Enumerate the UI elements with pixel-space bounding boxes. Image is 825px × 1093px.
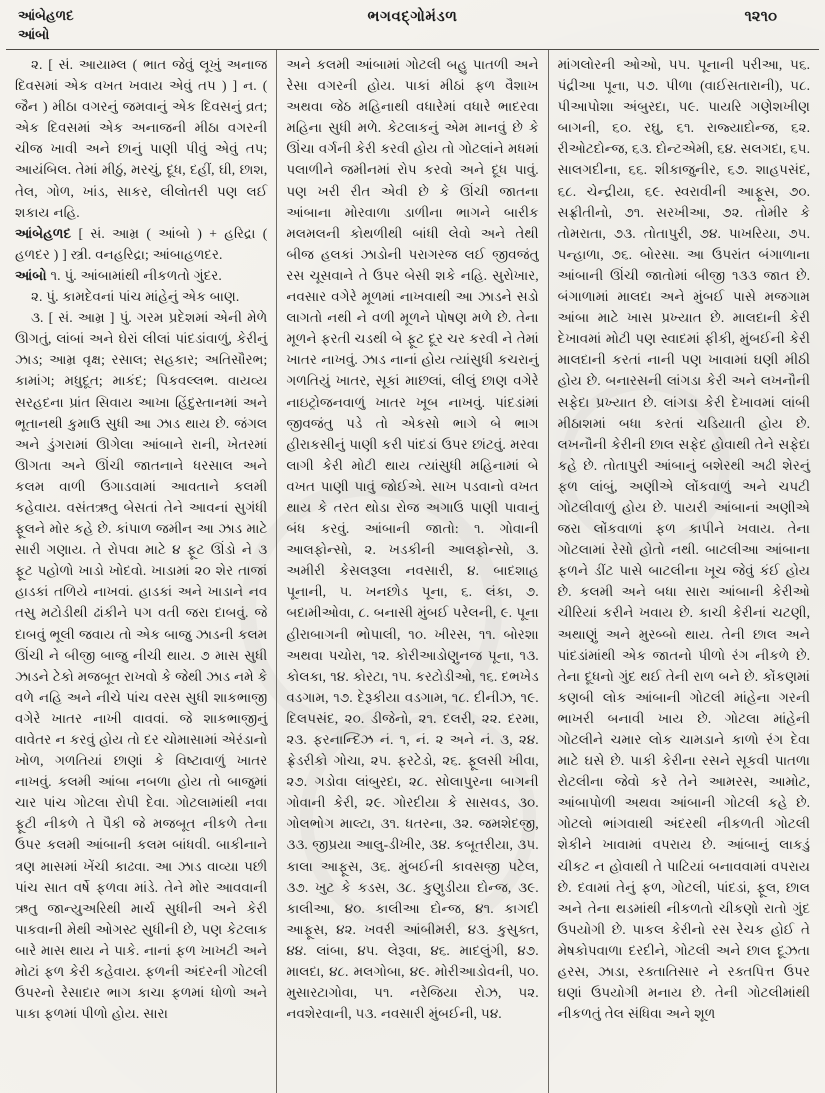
text-columns: [6, 50, 819, 1093]
entry-paragraph: ૨. [ સં. આયામ્લ ( ભાત જેવું લૂખું અનાજ દિવસમાં એક વખત ખવાય એવું તપ ) ] ન. ( જૈન ) મીઠા વગરનું જમવાનું એક દિવસનું વ્રત; એક દિવસમાં એક અનાજની મીઠા વગરની ચીજ ખાવી અને છાનું પાણી પીવું એવું તપ; આયંબિલ. તેમાં મીઠું, મરચું, દૂધ, દહીં, ઘી, છાશ, તેલ, ગોળ, ખાંડ, સાકર, લીલોતરી પણ લઈ શકાય નહિ.: [15, 57, 268, 220]
entry-headword: આંબેહળદ: [15, 225, 72, 241]
entry-paragraph: માંગલોરની ઓઓ, ૫૫. પૂનાની પરીઆ, ૫૬. પંદ્રીઆ પૂના, ૫૭. પીળા (વાઈસતારાની), ૫૮. પીઆપોશા અંબુરદા, ૫૯. પાયરિ ગણેશખીણ બાગની, ૬૦. રઘુ, ૬૧. રાજ્યાદોન્જ, ૬૨. રીઓટદોન્જ, ૬૩. દોન્ટએમી, ૬૪. સલગદા, ૬૫. સાલગદીના, ૬૬. શીકાજુનીર, ૬૭. શાહપસંદ, ૬૮. ચેન્દ્રીયા, ૬૯. સ્વરાવીની આફૂસ, ૭૦. સફ્રીતીનો, ૭૧. સરખીઆ, ૭૨. તોમીર કે તોમરાતા, ૭૩. તોતાપુરી, ૭૪. પાખરિયા, ૭૫. પન્હાળા, ૭૬. બોરસા. આ ઉપરાંત બંગાળાના આંબાની ઊંચી જાતોમાં બીજી ૧૩૩ જાત છે. બંગાળામાં માલદા અને મુંબઈ પાસે મજગામ આંબા માટે ખાસ પ્રખ્યાત છે. માલદાની કેરી દેખાવમાં મોટી પણ સ્વાદમાં ફીકી, મુંબઈની કેરી માલદાની કરતાં નાની પણ ખાવામાં ઘણી મીઠી હોય છે. બનારસની લાંગડા કેરી અને લખનૌની સફેદા પ્રખ્યાત છે. લાંગડા કેરી દેખાવમાં લાંબી મીઠાશમાં બધા કરતાં ચડિયાતી હોય છે. લખનૌની કેરીની છાલ સફેદ હોવાથી તેને સફેદા કહે છે. તોતાપુરી આંબાનું બશેરથી અઢી શેરનું ફળ લાંબું, અણીએ લોંકવાળું અને ચપટી ગોટલીવાળું હોય છે. પાયરી આંબાનાં અણીએ જરા લોંકવાળાં ફળ કાપીને ખવાય. તેના ગોટલામાં રેસો હોતો નથી. બાટલીઆ આંબાના ફળને ડીંટ પાસે બાટલીના ખૂચ જેવું કંઈ હોય છે. કલમી અને બધા સારા આંબાની કેરીઓ ચીરિયાં કરીને ખવાય છે. કાચી કેરીનાં ચટણી, અથાણું અને મુરબ્બો થાય. તેની છાલ અને પાંદડાંમાંથી એક જાતનો પીળો રંગ નીકળે છે. તેના દૂધનો ગુંદ થઈ તેની રાળ બને છે. કોંકણમાં કણબી લોક આંબાની ગોટલી માંહેના ગરની ભાખરી બનાવી ખાય છે. ગોટલા માંહેની ગોટલીને ચમાર લોક ચામડાને કાળો રંગ દેવા માટે ઘસે છે. પાકી કેરીના રસને સૂકવી પાતળા રોટલીના જેવો કરે તેને આમરસ, આમોટ, આંબાપોળી અથવા આંબાની ગોટલી કહે છે. ગોટલો ભાંગવાથી અંદરથી નીકળતી ગોટલી શેકીને ખાવામાં વપરાય છે. આંબાનું લાકડું ચીકટ ન હોવાથી તે પાટિયાં બનાવવામાં વપરાય છે. દવામાં તેનું ફળ, ગોટલી, પાંદડાં, ફૂલ, છાલ અને તેના થડમાંથી નીકળતો ચીકણો રાતો ગુંદ ઉપયોગી છે. પાકલ કેરીનો રસ રેચક હોઈ તે મેષકોપવાળા દરદીને, ગોટલી અને છાલ દૂઝતા હરસ, ઝાડા, રક્તાતિસાર ને રક્તપિત્ત ઉપર ઘણાં ઉપયોગી મનાય છે. તેની ગોટલીમાંથી નીકળતું તેલ સંધિવા અને શૂળ: [557, 57, 810, 1022]
entry-paragraph: અને કલમી આંબામાં ગોટલી બહુ પાતળી અને રેસા વગરની હોય. પાકાં મીઠાં ફળ વૈશાખ અથવા જેઠ મહિનાથી વધારેમાં વધારે ભાદરવા મહિના સુધી મળે. કેટલાકનું એમ માનવું છે કે ઊંચા વર્ગની કેરી કરવી હોય તો ગોટલાંને મધમાં પલાળીને જમીનમાં રોપ કરવો અને દૂધ પાવું. પણ ખરી રીત એવી છે કે ઊંચી જાતના આંબાના મોરવાળા ડાળીના ભાગને બારીક મલમલની કોથળીથી બાંધી લેવો અને તેથી બીજ હલકાં ઝાડોની પરાગરજ લઈ જીવજંતુ રસ ચૂસવાને તે ઉપર બેસી શકે નહિ. સુરોખાર, નવસાર વગેરે મૂળમાં નાખવાથી આ ઝાડને સડો લાગતો નથી ને વળી મૂળને પોષણ મળે છે. તેના મૂળને ફરતી ચડથી બે ફૂટ દૂર ચર કરવી ને તેમાં ખાતર નાખવું. ઝાડ નાનાં હોય ત્યાંસુધી કચરાનું ગળતિયું ખાતર, સૂકાં માછલાં, લીલું છાણ વગેરે નાઇટ્રોજનવાળું ખાતર ખૂબ નાખવું. પાંદડાંમાં જીવજંતુ પડે તો એકસો ભાગે બે ભાગ હીરાકસીનું પાણી કરી પાંદડાં ઉપર છાંટવું. મરવા લાગી કેરી મોટી થાય ત્યાંસુધી મહિનામાં બે વખત પાણી પાવું જોઈએ. સાખ પડવાનો વખત થાય કે તરત થોડા રોજ અગાઉ પાણી પાવાનું બંધ કરવું. આંબાની જાતો: ૧. ગોવાની આલફોન્સો, ૨. ખડકીની આલફોન્સો, ૩. અમીરી કેસલરૂલા નવસારી, ૪. બાદશાહ પૂનાની, ૫. ખનછોડ પૂના, ૬. લંકા, ૭. બદામીઓવા, ૮. બનાસી મુંબઈ પરેલની, ૯. પૂના હીરાબાગની ભોપાલી, ૧૦. ખીરસ, ૧૧. બોરશા અથવા પચોરા, ૧૨. કોરીઆડોણુનજ પૂના, ૧૩. કોલકા, ૧૪. કોરટા, ૧૫. કરટોડીઓ, ૧૬. દભખેડ વડગામ, ૧૭. દેરૂકીયા વડગામ, ૧૮. દીનીઝ, ૧૯. દિલપસંદ, ૨૦. ડીજેનો, ૨૧. દલરી, ૨૨. દરમા, ૨૩. ફરનાન્દિઝ નં. ૧, નં. ૨ અને નં. ૩, ૨૪. ફ્રેડરીકો ગોચા, ૨૫. ફરટેડો, ૨૬. ફૂલસી ખીવા, ૨૭. ગડોવા લાંબુરદા, ૨૮. સોલાપુરના બાગની ગોવાની કેરી, ૨૯. ગોરદીયા કે સાસવડ, ૩૦. ગોલભોગ માલ્ટા, ૩૧. ધતરના, ૩૨. જમશેદજી, ૩૩. જીપ્રયા આલુ-ડીખીર, ૩૪. કબૂતરીયા, ૩૫. કાલા આફૂસ, ૩૬. મુંબઈની કાવસજી પટેલ, ૩૭. ખુટ કે કડસ, ૩૮. કુણુડીયા દોન્જ, ૩૯. કાલીઆ, ૪૦. કાલીઆ દોન્જ, ૪૧. કાગદી આફૂસ, ૪૨. ખવરી આંબીમરી, ૪૩. કુસુક્ત, ૪૪. લાંબા, ૪૫. લેરૂવા, ૪૬. માદલુંગી, ૪૭. માલદા, ૪૮. મલગોબા, ૪૯. મોરીઆડોવની, ૫૦. મુસારટાગોવા, ૫૧. નરેજિયા રોઝ, ૫૨. નવશેરવાની, ૫૩. નવસારી મુંબઈની, ૫૪.: [286, 57, 539, 1022]
entry-paragraph: ૨. પું. કામદેવનાં પાંચ માંહેનું એક બાણ.: [31, 289, 240, 305]
column-2: [276, 50, 547, 1093]
entry-paragraph: ૩. [ સં. આમ્ર ] પું. ગરમ પ્રદેશમાં એની મેળે ઊગતું, લાંબાં અને ઘેરાં લીલાં પાંદડાંવાળું, કેરીનું ઝાડ; આમ્ર વૃક્ષ; રસાલ; સહકાર; અતિસૌરભ; કામાંગ; મધુદૂત; માકંદ; પિકવલ્લભ. વાયવ્ય સરહદના પ્રાંત સિવાય આખા હિંદુસ્તાનમાં અને ભૂતાનથી કુમાઉ સુધી આ ઝાડ થાય છે. જંગલ અને ડુંગરામાં ઊગેલા આંબાને રાની, ખેતરમાં ઊગતા અને ઊંચી જાતનાને ધરસાલ અને કલમ વાળી ઉગાડવામાં આવતાને કલમી કહેવાય. વસંતઋતુ બેસતાં તેને આવનાં સુગંધી ફૂલને મોર કહે છે. કાંપાળ જમીન આ ઝાડ માટે સારી ગણાય. તે રોપવા માટે ૪ ફૂટ ઊંડો ને ૩ ફૂટ પહોળો ખાડો ખોદવો. ખાડામાં ૨૦ શેર તાજાં હાડકાં તળિયે નાખવાં. હાડકાં અને ખાડાને નવ તસુ મટોડીથી ઢાંકીને પગ વતી જરા દાબવું. જે દાબવું ભૂલી જવાય તો એક બાજુ ઝાડની કલમ ઊંચી ને બીજી બાજુ નીચી થાય. ૭ માસ સુધી ઝાડને ટેકો મજબૂત રાખવો કે જેથી ઝાડ નમે કે વળે નહિ અને નીચે પાંચ વરસ સુધી શાકભાજી વગેરે ખાતર નાખી વાવવાં. જે શાકભાજીનું વાવેતર ન કરવું હોય તો દર ચોમાસામાં એરંડાનો ખોળ, ગળતિયાં છાણાં કે વિષ્ટાવાળું ખાતર નાખવું. કલમી આંબા નબળા હોય તો બાજુમાં ચાર પાંચ ગોટલા રોપી દેવા. ગોટલામાંથી નવા ફૂટી નીકળે તે પૈકી જે મજબૂત નીકળે તેના ઉપર કલમી આંબાની કલમ બાંધવી. બાકીનાને ત્રણ માસમાં ખેંચી કાઢવા. આ ઝાડ વાવ્યા પછી પાંચ સાત વર્ષે ફળવા માંડે. તેને મોર આવવાની ઋતુ જાન્યુઅરિથી માર્ચ સુધીની અને કેરી પાકવાની મેથી ઓગસ્ટ સુધીની છે, પણ કેટલાક બારે માસ થાય ને પાકે. નાનાં ફળ ખાખટી અને મોટાં ફળ કેરી કહેવાય. ફળની અંદરની ગોટલી ઉપરનો રેસાદાર ભાગ કાચા ફળમાં ધોળો અને પાકા ફળમાં પીળો હોય. સારા: [15, 310, 268, 1022]
entry-paragraph: આંબો ૧. પું. આંબામાંથી નીકળતો ગુંદર.: [15, 267, 222, 283]
entry-headword: આંબો: [15, 267, 47, 283]
column-3: [548, 50, 819, 1093]
entry-paragraph: આંબેહળદ [ સં. આમ્ર ( આંબો ) + હરિદ્રા ( હળદર ) ] સ્ત્રી. વનહરિદ્રા; આંબાહળદર.: [15, 225, 268, 262]
page-number: ૧૨૧૦: [744, 9, 777, 25]
guide-word-bottom: આંબો: [18, 27, 50, 42]
book-title: ભગવદ્ગોમંડળ: [367, 9, 458, 25]
guide-word-top: આંબેહળદ: [18, 8, 74, 23]
page-header: [0, 0, 825, 48]
column-1: [6, 50, 276, 1093]
